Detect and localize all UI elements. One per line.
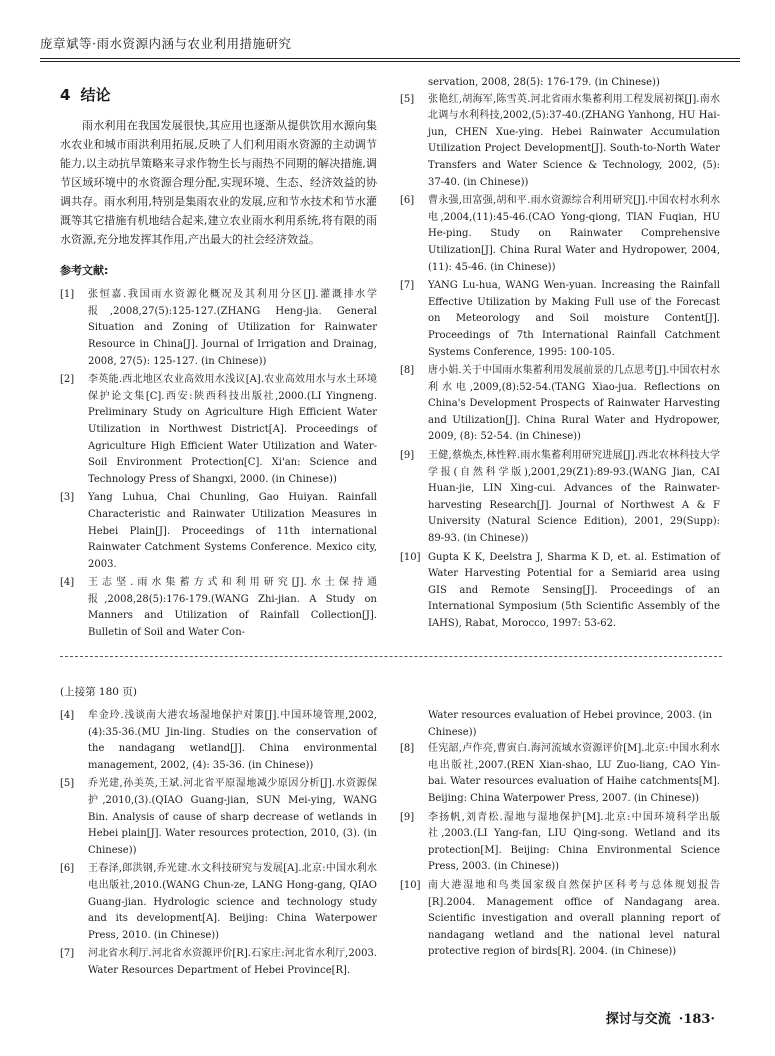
reference-number: [2] <box>60 374 75 386</box>
section-title: 结论 <box>80 86 111 104</box>
reference-text: 王健,蔡焕杰,林性粹.雨水集蓄利用研究进展[J].西北农林科技大学学报(自然科学版),2001,29(Z1):89-93.(WANG Jian, CAI Huan-jie, LIN Xing-cui. Advances of the Rainwater-harvesting Research[J]. Journal of Northwest A & F University (Natural Science Edition), 2001, 29(Supp): 89-93. (in Chinese)) <box>428 450 720 545</box>
reference-number: [4] <box>60 577 75 589</box>
references-heading: 参考文献: <box>60 263 109 277</box>
reference-item <box>400 92 720 192</box>
reference-item <box>400 278 720 361</box>
reference-item <box>60 776 377 859</box>
reference-number: [10] <box>400 879 421 891</box>
reference-number: [7] <box>400 280 415 292</box>
reference-text: 牟金玲.浅谈南大港农场湿地保护对策[J].中国环境管理,2002,(4):35-36.(MU Jin-ling. Studies on the conservation of the nandagang wetland[J]. China environmental management, 2002, (4): 35-36. (in Chinese)) <box>88 710 377 771</box>
reference-number: [3] <box>60 492 75 504</box>
reference-text: 乔光建,孙美英,王斌.河北省平原湿地减少原因分析[J].水资源保护,2010,(3).(QIAO Guang-jian, SUN Mei-ying, WANG Bin. Analysis of cause of sharp decrease of wetlands in Hebei plain[J]. Water resources protection, 2010, (3). (in Chinese)) <box>88 778 377 856</box>
header-rule <box>40 58 740 59</box>
reference-number: [6] <box>60 863 75 875</box>
reference-text: Yang Luhua, Chai Chunling, Gao Huiyan. Rainfall Characteristic and Rainwater Utilization Measures in Hebei Plain[J]. Proceedings of 11th international Rainwater Catchment Systems Conference. Mexico city, 2003. <box>88 492 377 570</box>
reference-item <box>400 448 720 548</box>
bottom-left-column <box>60 708 377 982</box>
reference-item <box>400 550 720 633</box>
reference-text: Gupta K K, Deelstra J, Sharma K D, et. al. Estimation of Water Harvesting Potential for a Semiarid area using GIS and Remote Sensing[J]. Proceedings of an International Symposium (5th Scientific Assembly of the IAHS), Rabat, Morocco, 1997: 53-62. <box>428 551 720 629</box>
reference-number: [5] <box>60 778 75 790</box>
header-rule-thin <box>40 61 740 62</box>
continued-from-label: (上接第 180 页) <box>60 686 137 698</box>
reference-number: [9] <box>400 811 415 823</box>
bottom-right-column <box>400 708 720 963</box>
reference-item <box>60 708 377 774</box>
reference-number: [9] <box>400 450 415 462</box>
reference-text: YANG Lu-hua, WANG Wen-yuan. Increasing the Rainfall Effective Utilization by Making Full use of the Forecast on Meteorology and Soil moisture Content[J]. Proceedings of 7th International Rainfall Catchment Systems Conference, 1995: 100-105. <box>428 280 720 358</box>
journal-section-name: 探讨与交流 <box>605 1012 671 1027</box>
reference-item <box>400 193 720 276</box>
reference-text: 王志坚.雨水集蓄方式和利用研究[J].水土保持通报,2008,28(5):176-179.(WANG Zhi-jian. A Study on Manners and Utilization of Rainfall Collection[J]. Bulletin of Soil and Water Con- <box>88 577 377 639</box>
reference-number: [6] <box>400 195 415 207</box>
reference-item <box>400 878 720 961</box>
reference-text: 张恒嘉.我国雨水资源化概况及其利用分区[J].灌溉排水学报,2008,27(5):125-127.(ZHANG Heng-jia. General Situation and Zoning of Utilization for Rainwater Resource in China[J]. Journal of Irrigation and Drainag, 2008, 27(5): 125-127. (in Chinese)) <box>88 289 377 367</box>
reference-list-right <box>400 92 720 633</box>
reference-item <box>60 372 377 488</box>
reference-text: 河北省水利厅.河北省水资源评价[R].石家庄:河北省水利厅,2003. Water Resources Department of Hebei Province[R]. <box>88 948 377 976</box>
reference-text: 曹永强,田富强,胡和平.雨水资源综合利用研究[J].中国农村水利水电,2004,(11):45-46.(CAO Yong-qiong, TIAN Fuqian, HU He-ping. Study on Rainwater Comprehensive Utilization[J]. China Rural Water and Hydropower, 2004, (11): 45-46. (in Chinese)) <box>428 195 720 273</box>
reference-number: [10] <box>400 551 421 563</box>
page-number: ·183· <box>678 1012 715 1027</box>
reference-number: [4] <box>60 710 75 721</box>
left-column <box>60 83 377 644</box>
reference-text: 任宪韶,卢作亮,曹寅白.海河流域水资源评价[M].北京:中国水利水电出版社,2007.(REN Xian-shao, LU Zuo-liang, CAO Yin-bai. Water resources evaluation of Haihe catchments[M]. Beijing: China Waterpower Press, 2007. (in Chinese)) <box>428 743 720 804</box>
section-number: 4 <box>60 86 71 104</box>
reference-item <box>400 810 720 876</box>
reference-item <box>60 287 377 370</box>
reference-continuation: servation, 2008, 28(5): 176-179. (in Chinese)) <box>428 77 660 88</box>
reference-item <box>400 741 720 807</box>
running-header: 庞章斌等·雨水资源内涵与农业利用措施研究 <box>40 36 292 51</box>
conclusion-paragraph: 雨水利用在我国发展很快,其应用也逐渐从提供饮用水源向集水农业和城市雨洪利用拓展,反映了人们利用雨水资源的主动调节能力,以主动抗旱策略来寻求作物生长与雨热不同期的解决措施,调节区域环境中的水资源合理分配,实现环境、生态、经济效益的协调共存。雨水利用,特别是集雨农业的发展,应和节水技术和节水灌溉等其它措施有机地结合起来,建立农业雨水利用系统,将有限的雨水资源,充分地发挥其作用,产出最大的社会经济效益。 <box>60 118 377 246</box>
section-divider <box>60 656 722 657</box>
reference-continuation-bottom: Water resources evaluation of Hebei province, 2003. (in Chinese)) <box>428 710 713 738</box>
reference-list-left <box>60 287 377 641</box>
reference-number: [8] <box>400 365 415 377</box>
right-column <box>400 75 720 635</box>
page-footer <box>606 1008 715 1027</box>
reference-number: [7] <box>60 948 75 960</box>
reference-item <box>60 946 377 979</box>
reference-text: 王春泽,郎洪钢,乔光建.水文科技研究与发展[A].北京:中国水利水电出版社,2010.(WANG Chun-ze, LANG Hong-gang, QIAO Guang-jian. Hydrologic science and technology study and its development[A]. Beijing: China Waterpower Press, 2010. (in Chinese)) <box>88 863 377 941</box>
reference-item <box>400 363 720 446</box>
reference-number: [1] <box>60 289 75 301</box>
reference-item <box>60 490 377 573</box>
reference-text: 唐小娟.关于中国雨水集蓄利用发展前景的几点思考[J].中国农村水利水电,2009,(8):52-54.(TANG Xiao-jua. Reflections on China's Development Prospects of Rainwater Harvesting and Utilization[J]. China Rural Water and Hydropower, 2009, (8): 52-54. (in Chinese)) <box>428 365 720 443</box>
reference-item <box>60 575 377 641</box>
section-heading <box>60 87 377 104</box>
reference-text: 南大港湿地和鸟类国家级自然保护区科考与总体规划报告[R].2004. Management office of Nandagang area. Scientific investigation and overall planning report of nandagang wetland and the national level natural protective region of birds[R]. 2004. (in Chinese)) <box>428 879 720 958</box>
reference-number: [8] <box>400 743 415 755</box>
reference-list-bottom-left <box>60 708 377 980</box>
reference-text: 张艳红,胡海军,陈雪英.河北省雨水集蓄利用工程发展初探[J].南水北调与水利科技,2002,(5):37-40.(ZHANG Yanhong, HU Hai-jun, CHEN Xue-ying. Hebei Rainwater Accumulation Utilization Project Development[J]. South-to-North Water Transfers and Water Science & Technology, 2002, (5): 37-40. (in Chinese)) <box>428 93 720 188</box>
reference-text: 李英能.西北地区农业高效用水浅议[A].农业高效用水与水土环境保护论文集[C].西安:陕西科技出版社,2000.(LI Yingneng. Preliminary Study on Agriculture High Efficient Water Utilization in Northwest District[A]. Proceedings of Agriculture High Efficient Water Utilization and Water-Soil Environment Protection[C]. Xi'an: Science and Technology Press of Shangxi, 2000. (in Chinese)) <box>88 374 377 485</box>
reference-text: 李扬帆,刘青松.湿地与湿地保护[M].北京:中国环境科学出版社,2003.(LI Yang-fan, LIU Qing-song. Wetland and its protection[M]. Beijing: China Environmental Science Press, 2003. (in Chinese)) <box>428 811 720 873</box>
reference-item <box>60 861 377 944</box>
reference-list-bottom-right <box>400 741 720 961</box>
reference-number: [5] <box>400 93 415 105</box>
